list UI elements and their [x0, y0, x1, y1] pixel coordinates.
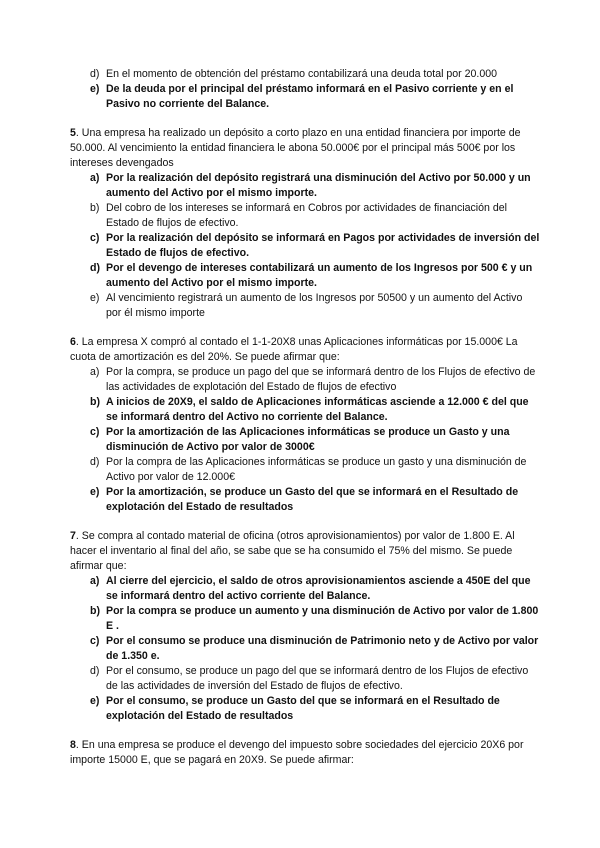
option-text: Al cierre del ejercicio, el saldo de otros aprovisionamientos asciende a 450E del que se informará dentro del activo corriente del Balance. [106, 575, 531, 602]
option-text: Por la realización del depósito se informará en Pagos por actividades de inversión del Estado de flujos de efectivo. [106, 232, 540, 259]
option-text: Por la amortización de las Aplicaciones informáticas se produce un Gasto y una disminución de Activo por valor de 3000€ [106, 426, 510, 453]
option-letter: e) [90, 83, 100, 95]
answer-option [70, 455, 540, 485]
option-text: A inicios de 20X9, el saldo de Aplicaciones informáticas asciende a 12.000 € del que se informará dentro del Activo no corriente del Balance. [106, 396, 529, 423]
option-text: En el momento de obtención del préstamo contabilizará una deuda total por 20.000 [106, 68, 498, 80]
option-letter: a) [90, 366, 100, 378]
answer-option [70, 634, 540, 664]
answer-option [70, 664, 540, 694]
answer-option [70, 395, 540, 425]
answer-option [70, 425, 540, 455]
option-text: Por la compra, se produce un pago del que se informará dentro de los Flujos de efectivo de las actividades de explotación del Estado de flujos de efectivo [106, 366, 536, 393]
question-stem [70, 126, 540, 171]
answer-options [70, 171, 540, 321]
page-content [70, 67, 540, 768]
option-letter: a) [90, 575, 100, 587]
question-text: . La empresa X compró al contado el 1-1-20X8 unas Aplicaciones informáticas por 15.000€ La cuota de amortización es del 20%. Se puede afirmar que: [70, 336, 518, 363]
answer-option [70, 574, 540, 604]
answer-option [70, 171, 540, 201]
answer-option [70, 694, 540, 724]
option-letter: d) [90, 456, 100, 468]
answer-options [70, 574, 540, 724]
question-text: . En una empresa se produce el devengo del impuesto sobre sociedades del ejercicio 20X6 por importe 15000 E, que se pagará en 20X9. Se puede afirmar: [70, 739, 524, 766]
answer-option [70, 261, 540, 291]
option-letter: d) [90, 68, 100, 80]
option-letter: b) [90, 605, 100, 617]
option-letter: e) [90, 292, 100, 304]
option-letter: d) [90, 665, 100, 677]
option-letter: c) [90, 426, 100, 438]
question-text: . Una empresa ha realizado un depósito a corto plazo en una entidad financiera por importe de 50.000. Al vencimiento la entidad financiera le abona 50.000€ por el principal más 500€ por los intereses devengados [70, 127, 521, 169]
option-text: De la deuda por el principal del préstamo informará en el Pasivo corriente y en el Pasivo no corriente del Balance. [106, 83, 514, 110]
answer-option [70, 231, 540, 261]
answer-option [70, 604, 540, 634]
option-letter: c) [90, 635, 100, 647]
option-letter: e) [90, 695, 100, 707]
answer-option [70, 201, 540, 231]
option-text: Por la realización del depósito registrará una disminución del Activo por 50.000 y un aumento del Activo por el mismo importe. [106, 172, 531, 199]
answer-option [70, 485, 540, 515]
answer-option [70, 67, 540, 82]
question-number: 8 [70, 739, 76, 751]
option-text: Del cobro de los intereses se informará en Cobros por actividades de financiación del Estado de flujos de efectivo. [106, 202, 508, 229]
question-number: 7 [70, 530, 76, 542]
question-stem [70, 529, 540, 574]
answer-option [70, 365, 540, 395]
option-text: Por la compra se produce un aumento y una disminución de Activo por valor de 1.800 E . [106, 605, 539, 632]
option-text: Por el consumo, se produce un pago del que se informará dentro de los Flujos de efectivo de las actividades de inversión del Estado de flujos de efectivo. [106, 665, 529, 692]
question-stem [70, 335, 540, 365]
answer-options [70, 365, 540, 515]
option-text: Por la compra de las Aplicaciones informáticas se produce un gasto y una disminución de Activo por valor de 12.000€ [106, 456, 527, 483]
option-text: Por el consumo, se produce un Gasto del que se informará en el Resultado de explotación del Estado de resultados [106, 695, 500, 722]
option-letter: b) [90, 202, 100, 214]
question-block [70, 738, 540, 768]
option-letter: a) [90, 172, 100, 184]
option-letter: b) [90, 396, 100, 408]
option-letter: d) [90, 262, 100, 274]
question-text: . Se compra al contado material de oficina (otros aprovisionamientos) por valor de 1.800 E. Al hacer el inventario al final del año, se sabe que se ha consumido el 75% del mismo. Se puede afirmar que: [70, 530, 515, 572]
question-stem [70, 738, 540, 768]
option-text: Por la amortización, se produce un Gasto del que se informará en el Resultado de explotación del Estado de resultados [106, 486, 519, 513]
option-letter: e) [90, 486, 100, 498]
answer-option [70, 291, 540, 321]
option-letter: c) [90, 232, 100, 244]
question-block [70, 335, 540, 515]
question-block [70, 126, 540, 321]
fragment-options [70, 67, 540, 112]
option-text: Por el consumo se produce una disminución de Patrimonio neto y de Activo por valor de 1.350 e. [106, 635, 539, 662]
question-number: 5 [70, 127, 76, 139]
question-number: 6 [70, 336, 76, 348]
question-block [70, 529, 540, 724]
option-text: Por el devengo de intereses contabilizará un aumento de los Ingresos por 500 € y un aumento del Activo por el mismo importe. [106, 262, 533, 289]
answer-option [70, 82, 540, 112]
option-text: Al vencimiento registrará un aumento de los Ingresos por 50500 y un aumento del Activo por él mismo importe [106, 292, 523, 319]
